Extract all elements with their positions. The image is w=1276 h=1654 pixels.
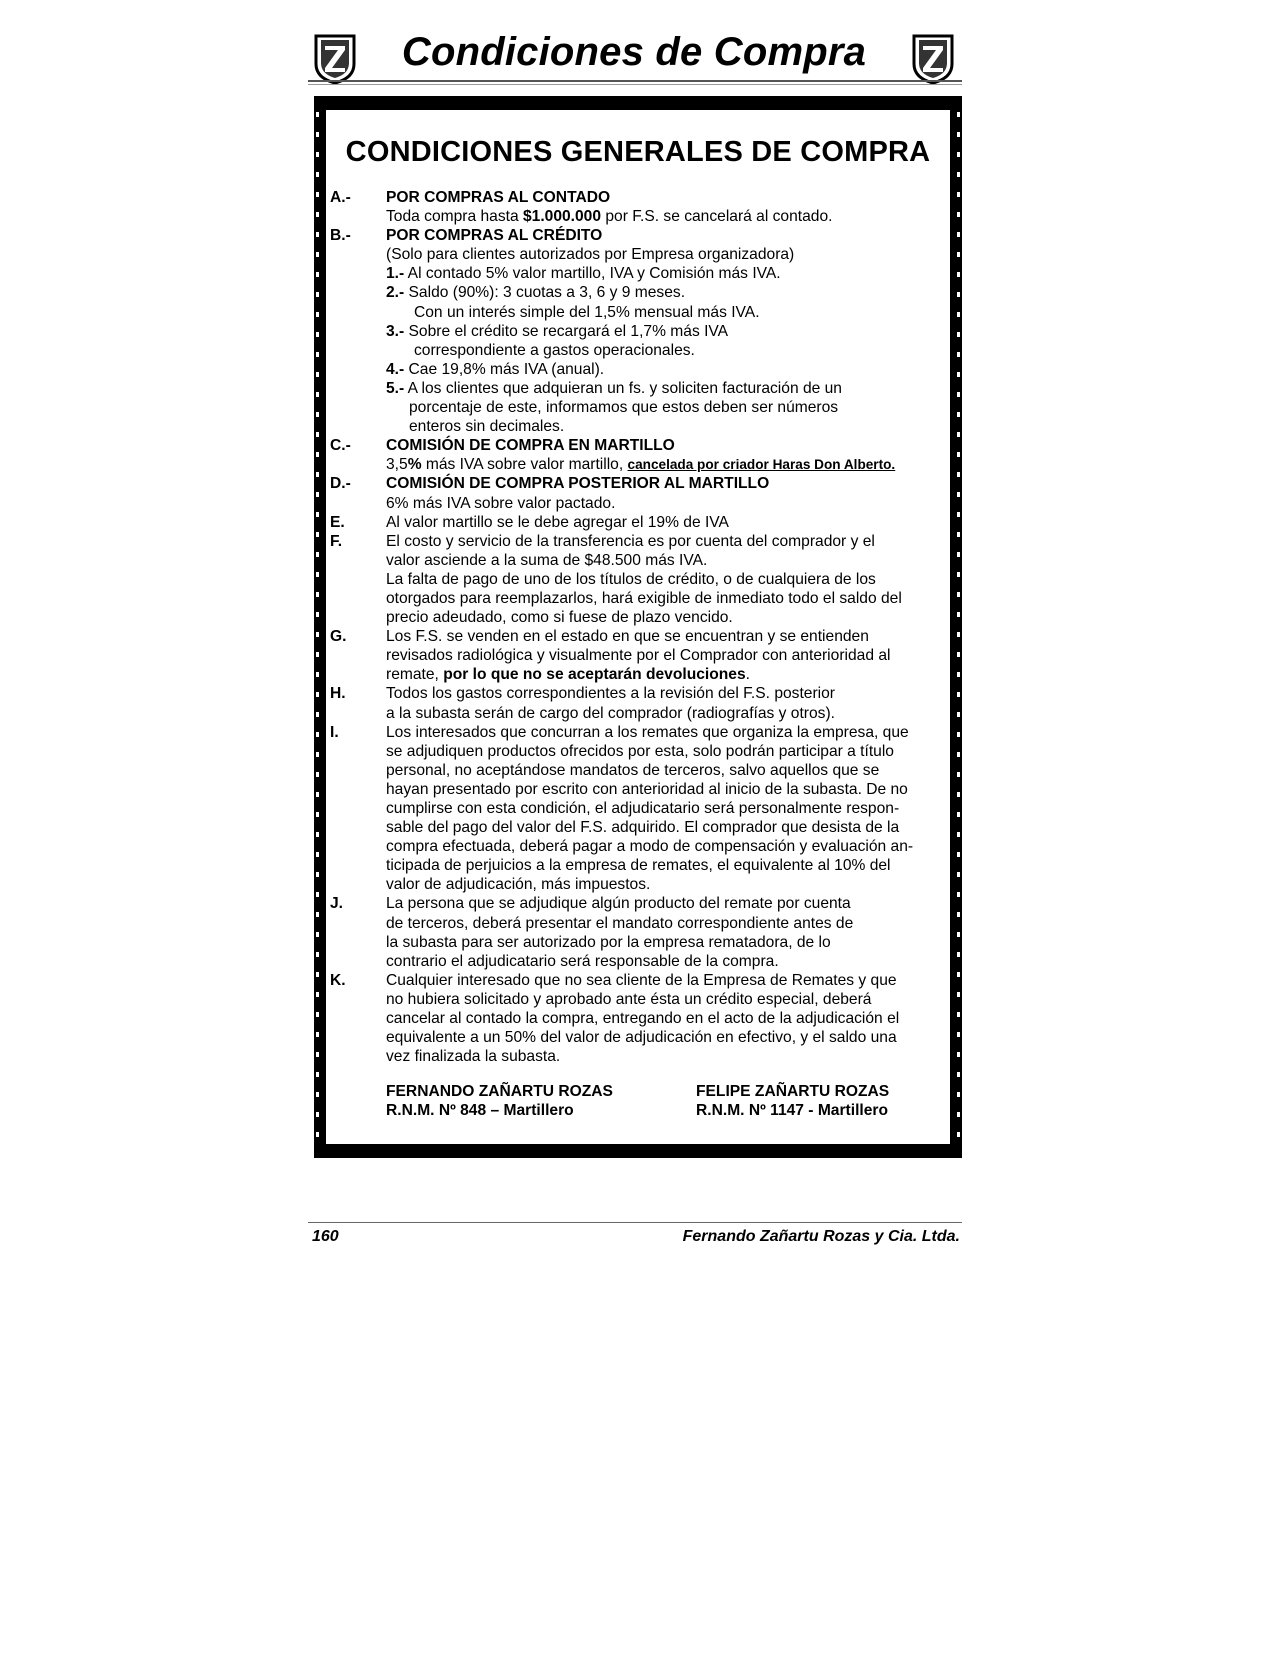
clause-label: H.: [330, 685, 346, 703]
frame-sprocket: [957, 632, 960, 637]
credit-item: 4.- Cae 19,8% más IVA (anual).: [386, 360, 605, 378]
frame-sprocket: [957, 792, 960, 797]
header-rule: [308, 80, 962, 82]
frame-sprocket: [957, 572, 960, 577]
clause-text: ticipada de perjuicios a la empresa de remates, el equivalente al 10% del: [386, 857, 891, 875]
clause-text: La falta de pago de uno de los títulos de crédito, o de cualquiera de los: [386, 570, 876, 588]
frame-sprocket: [316, 532, 319, 537]
clause-text: contrario el adjudicatario será responsable de la compra.: [386, 952, 779, 970]
clause-heading: POR COMPRAS AL CRÉDITO: [386, 227, 603, 245]
frame-sprocket: [957, 952, 960, 957]
frame-sprocket: [957, 172, 960, 177]
clause-label: G.: [330, 628, 347, 646]
page-number: 160: [312, 1228, 339, 1245]
frame-sprocket: [316, 852, 319, 857]
clause-label: D.-: [330, 475, 351, 493]
clause-text: Toda compra hasta $1.000.000 por F.S. se cancelará al contado.: [386, 208, 833, 226]
frame-sprocket: [316, 192, 319, 197]
frame-sprocket: [957, 232, 960, 237]
clause-f: [330, 532, 950, 627]
frame-sprocket: [957, 272, 960, 277]
clause-label: J.: [330, 895, 344, 913]
clause-text: La persona que se adjudique algún producto del remate por cuenta: [386, 895, 851, 913]
frame-sprocket: [957, 1012, 960, 1017]
signatory-registration: R.N.M. Nº 848 – Martillero: [386, 1102, 574, 1120]
frame-sprocket: [957, 892, 960, 897]
frame-sprocket: [316, 672, 319, 677]
frame-sprocket: [957, 772, 960, 777]
frame-sprocket: [957, 612, 960, 617]
frame-sprocket: [316, 652, 319, 657]
frame-sprocket: [316, 292, 319, 297]
clause-text: Los F.S. se venden en el estado en que se encuentran y se entienden: [386, 628, 869, 646]
frame-sprocket: [957, 472, 960, 477]
clause-text: Cualquier interesado que no sea cliente de la Empresa de Remates y que: [386, 971, 897, 989]
footer-rule: [308, 1222, 962, 1223]
z-shield-logo-icon: [910, 34, 956, 84]
frame-sprocket: [957, 292, 960, 297]
frame-sprocket: [316, 972, 319, 977]
clause-label: C.-: [330, 437, 351, 455]
frame-sprocket: [316, 612, 319, 617]
document-title: CONDICIONES GENERALES DE COMPRA: [345, 136, 931, 168]
frame-sprocket: [316, 1072, 319, 1077]
clause-text: 6% más IVA sobre valor pactado.: [386, 494, 616, 512]
clause-b: [330, 226, 950, 436]
clause-h: [330, 684, 950, 722]
credit-item: 3.- Sobre el crédito se recargará el 1,7% más IVA: [386, 322, 729, 340]
clause-heading: POR COMPRAS AL CONTADO: [386, 189, 611, 206]
frame-sprocket: [957, 152, 960, 157]
frame-sprocket: [957, 752, 960, 757]
frame-sprocket: [316, 372, 319, 377]
clause-label: K.: [330, 971, 346, 989]
clause-text: precio adeudado, como si fuese de plazo vencido.: [386, 609, 733, 627]
frame-sprocket: [957, 352, 960, 357]
clause-k: [330, 971, 950, 1066]
frame-sprocket: [957, 412, 960, 417]
frame-sprocket: [957, 932, 960, 937]
frame-sprocket: [316, 872, 319, 877]
frame-sprocket: [316, 452, 319, 457]
frame-sprocket: [316, 992, 319, 997]
signature-block: [696, 1082, 889, 1120]
frame-sprocket: [316, 1132, 319, 1137]
frame-sprocket: [316, 132, 319, 137]
clause-text: compra efectuada, deberá pagar a modo de compensación y evaluación an-: [386, 838, 914, 856]
frame-sprocket: [316, 812, 319, 817]
clause-label: F.: [330, 532, 343, 550]
frame-sprocket: [316, 412, 319, 417]
frame-sprocket: [957, 1092, 960, 1097]
clause-label: E.: [330, 513, 345, 531]
frame-sprocket: [957, 492, 960, 497]
frame-sprocket: [316, 572, 319, 577]
frame-sprocket: [957, 832, 960, 837]
clause-text: 3,5% más IVA sobre valor martillo, cancelada por criador Haras Don Alberto.: [386, 456, 896, 474]
frame-sprocket: [957, 852, 960, 857]
clause-label: B.-: [330, 227, 351, 245]
frame-sprocket: [957, 132, 960, 137]
frame-sprocket: [957, 1032, 960, 1037]
credit-item: 2.- Saldo (90%): 3 cuotas a 3, 6 y 9 meses.: [386, 284, 686, 302]
frame-sprocket: [957, 872, 960, 877]
clause-text: sable del pago del valor del F.S. adquirido. El comprador que desista de la: [386, 819, 900, 837]
clause-text: la subasta para ser autorizado por la empresa rematadora, de lo: [386, 933, 831, 951]
frame-sprocket: [316, 732, 319, 737]
footer-company: Fernando Zañartu Rozas y Cia. Ltda.: [682, 1228, 960, 1245]
frame-sprocket: [957, 692, 960, 697]
clause-text: de terceros, deberá presentar el mandato correspondiente antes de: [386, 914, 854, 932]
clause-text: vez finalizada la subasta.: [386, 1048, 561, 1066]
frame-sprocket: [316, 472, 319, 477]
clause-text: El costo y servicio de la transferencia es por cuenta del comprador y el: [386, 532, 875, 550]
conditions-list: [330, 188, 950, 1066]
frame-sprocket: [316, 172, 319, 177]
frame-sprocket: [316, 432, 319, 437]
clause-text: hayan presentado por escrito con anterioridad al inicio de la subasta. De no: [386, 780, 908, 798]
frame-sprocket: [316, 272, 319, 277]
clause-e: [330, 513, 950, 532]
frame-sprocket: [316, 1112, 319, 1117]
frame-sprocket: [316, 632, 319, 637]
page-header-title: Condiciones de Compra: [401, 30, 867, 74]
frame-sprocket: [957, 812, 960, 817]
clause-text: valor de adjudicación, más impuestos.: [386, 876, 651, 894]
header-rule-thin: [308, 84, 962, 85]
frame-sprocket: [316, 552, 319, 557]
credit-item-cont: Con un interés simple del 1,5% mensual más IVA.: [414, 303, 760, 321]
frame-sprocket: [316, 152, 319, 157]
frame-sprocket: [316, 1012, 319, 1017]
frame-sprocket: [316, 792, 319, 797]
frame-sprocket: [316, 332, 319, 337]
frame-sprocket: [316, 1052, 319, 1057]
clause-i: [330, 723, 950, 895]
frame-sprocket: [957, 992, 960, 997]
clause-text: valor asciende a la suma de $48.500 más IVA.: [386, 551, 708, 569]
frame-sprocket: [957, 1112, 960, 1117]
clause-c: [330, 436, 950, 474]
frame-sprocket: [957, 912, 960, 917]
frame-sprocket: [316, 392, 319, 397]
frame-sprocket: [316, 752, 319, 757]
frame-sprocket: [316, 512, 319, 517]
frame-sprocket: [316, 892, 319, 897]
signatory-name: FELIPE ZAÑARTU ROZAS: [696, 1083, 890, 1100]
frame-sprocket: [957, 392, 960, 397]
frame-sprocket: [957, 452, 960, 457]
clause-text: Al valor martillo se le debe agregar el 19% de IVA: [386, 513, 729, 531]
frame-sprocket: [957, 712, 960, 717]
frame-sprocket: [957, 112, 960, 117]
credit-item-cont: porcentaje de este, informamos que estos deben ser números: [409, 399, 839, 417]
frame-sprocket: [316, 1092, 319, 1097]
clause-text: Todos los gastos correspondientes a la revisión del F.S. posterior: [386, 685, 835, 703]
frame-sprocket: [316, 352, 319, 357]
credit-item: 1.- Al contado 5% valor martillo, IVA y Comisión más IVA.: [386, 265, 781, 283]
frame-sprocket: [316, 312, 319, 317]
clause-text: no hubiera solicitado y aprobado ante ésta un crédito especial, deberá: [386, 990, 872, 1008]
frame-sprocket: [957, 312, 960, 317]
clause-text: cumplirse con esta condición, el adjudicatario será personalmente respon-: [386, 800, 900, 817]
frame-sprocket: [957, 652, 960, 657]
clause-text: remate, por lo que no se aceptarán devoluciones.: [386, 666, 750, 684]
frame-sprocket: [316, 932, 319, 937]
clause-text: (Solo para clientes autorizados por Empresa organizadora): [386, 246, 795, 264]
signatory-name: FERNANDO ZAÑARTU ROZAS: [386, 1083, 613, 1100]
frame-sprocket: [316, 492, 319, 497]
frame-sprocket: [957, 1072, 960, 1077]
frame-sprocket: [957, 1132, 960, 1137]
frame-sprocket: [316, 212, 319, 217]
frame-sprocket: [957, 672, 960, 677]
credit-item: 5.- A los clientes que adquieran un fs. y soliciten facturación de un: [386, 379, 842, 397]
frame-sprocket: [957, 252, 960, 257]
clause-d: [330, 474, 950, 512]
frame-sprocket: [957, 192, 960, 197]
frame-sprocket: [957, 212, 960, 217]
frame-sprocket: [957, 1052, 960, 1057]
frame-sprocket: [957, 532, 960, 537]
clause-heading: COMISIÓN DE COMPRA EN MARTILLO: [386, 437, 675, 455]
clause-label: I.: [330, 723, 339, 741]
clause-text: personal, no aceptándose mandatos de terceros, salvo aquellos que se: [386, 761, 880, 779]
clause-g: [330, 627, 950, 684]
frame-sprocket: [957, 732, 960, 737]
z-shield-logo-icon: [312, 34, 358, 84]
clause-text: equivalente a un 50% del valor de adjudicación en efectivo, y el saldo una: [386, 1029, 897, 1047]
frame-sprocket: [316, 832, 319, 837]
signature-block: [386, 1082, 613, 1120]
clause-text: otorgados para reemplazarlos, hará exigible de inmediato todo el saldo del: [386, 589, 902, 607]
clause-j: [330, 894, 950, 970]
frame-sprocket: [316, 912, 319, 917]
credit-item-cont: correspondiente a gastos operacionales.: [414, 341, 695, 359]
frame-sprocket: [316, 692, 319, 697]
frame-sprocket: [316, 952, 319, 957]
clause-text: revisados radiológica y visualmente por el Comprador con anterioridad al: [386, 647, 891, 665]
frame-sprocket: [316, 232, 319, 237]
clause-text: se adjudiquen productos ofrecidos por esta, solo podrán participar a título: [386, 742, 894, 760]
frame-sprocket: [957, 332, 960, 337]
clause-text: cancelar al contado la compra, entregando en el acto de la adjudicación el: [386, 1010, 900, 1028]
frame-sprocket: [957, 552, 960, 557]
signatory-registration: R.N.M. Nº 1147 - Martillero: [696, 1102, 889, 1120]
clause-text: Los interesados que concurran a los remates que organiza la empresa, que: [386, 723, 909, 741]
frame-sprocket: [957, 972, 960, 977]
frame-sprocket: [957, 512, 960, 517]
clause-label: A.-: [330, 189, 351, 206]
frame-sprocket: [316, 252, 319, 257]
frame-sprocket: [957, 592, 960, 597]
frame-sprocket: [316, 712, 319, 717]
frame-sprocket: [316, 772, 319, 777]
frame-sprocket: [316, 592, 319, 597]
frame-sprocket: [957, 432, 960, 437]
credit-item-cont: enteros sin decimales.: [409, 418, 565, 436]
clause-text: a la subasta serán de cargo del comprador (radiografías y otros).: [386, 704, 835, 722]
clause-heading: COMISIÓN DE COMPRA POSTERIOR AL MARTILLO: [386, 475, 770, 493]
clause-a: [330, 188, 950, 226]
frame-sprocket: [957, 372, 960, 377]
frame-sprocket: [316, 112, 319, 117]
frame-sprocket: [316, 1032, 319, 1037]
